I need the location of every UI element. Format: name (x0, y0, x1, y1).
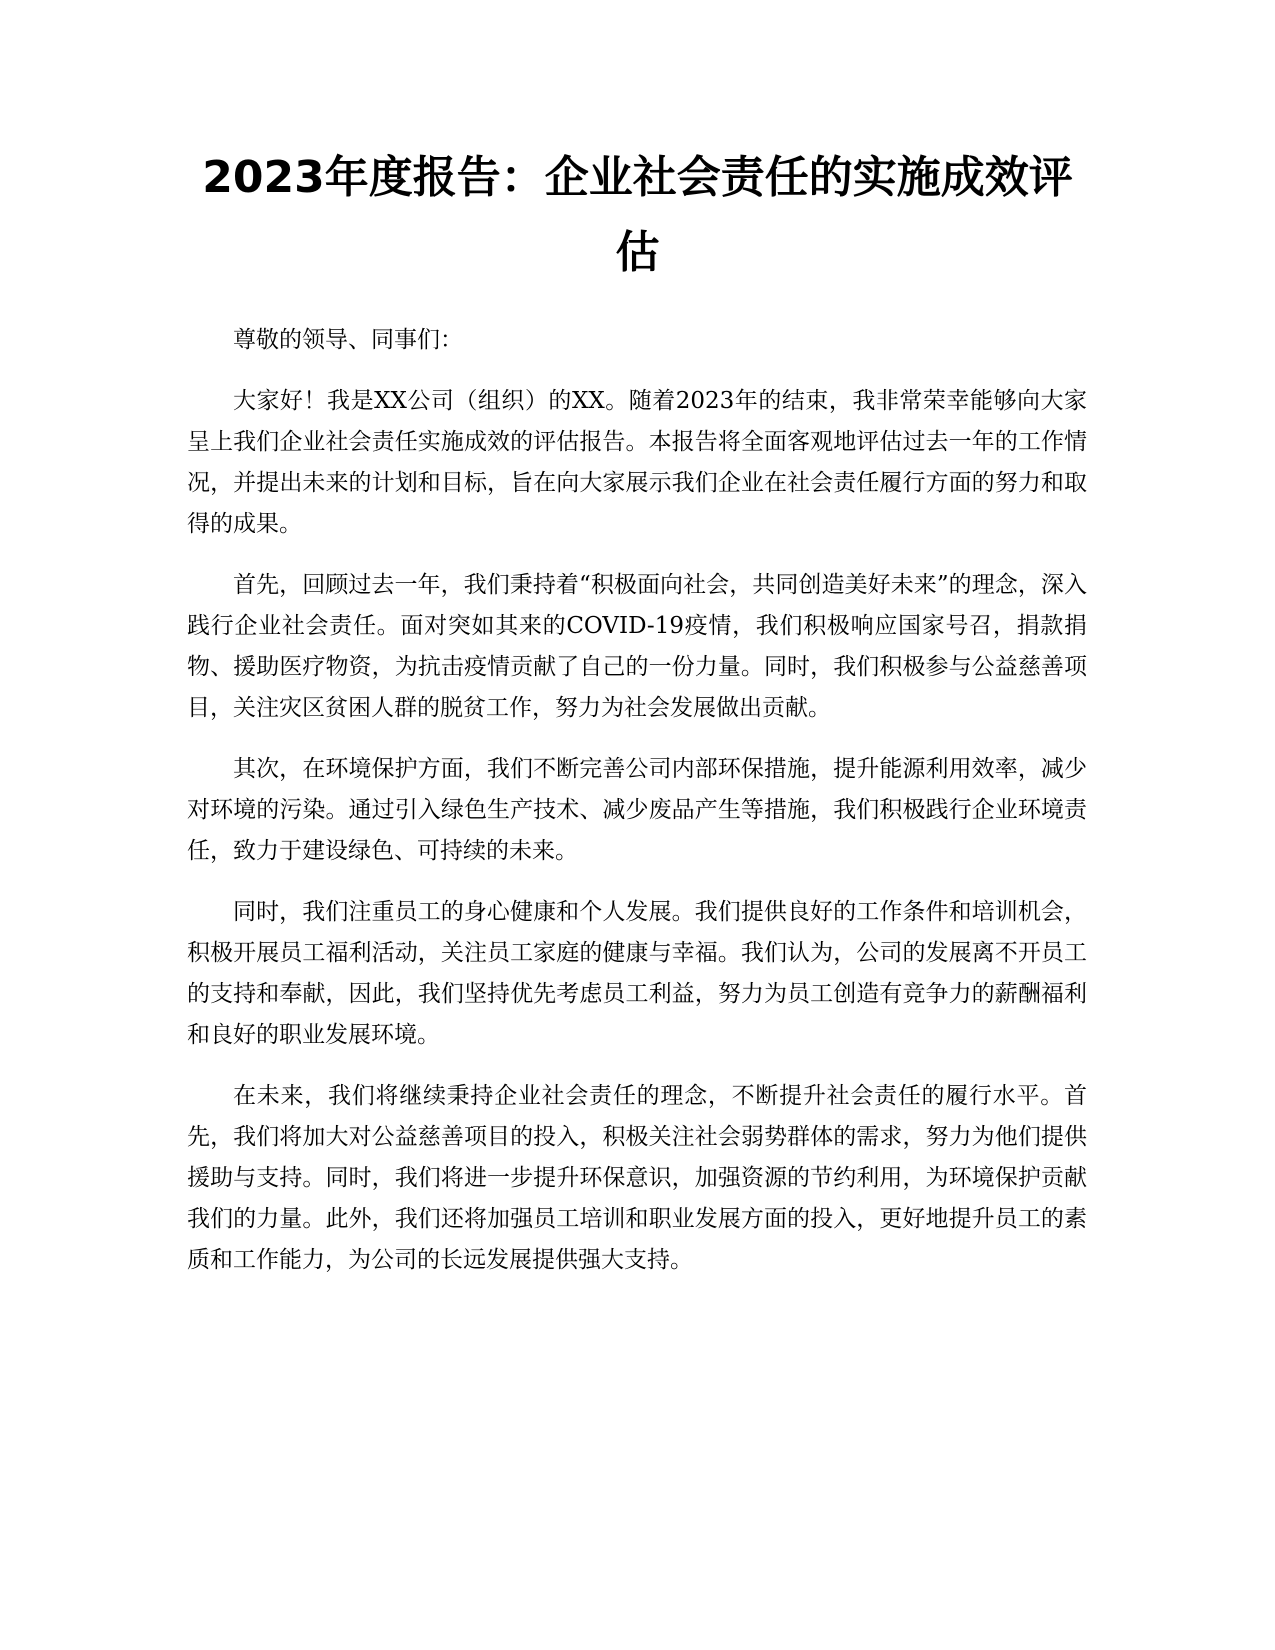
paragraph-environment: 其次，在环境保护方面，我们不断完善公司内部环保措施，提升能源利用效率，减少对环境的污染。通过引入绿色生产技术、减少废品产生等措施，我们积极践行企业环境责任，致力于建设绿色、可持续的未来。 (187, 756, 1087, 864)
paragraph-future-plans: 在未来，我们将继续秉持企业社会责任的理念，不断提升社会责任的履行水平。首先，我们将加大对公益慈善项目的投入，积极关注社会弱势群体的需求，努力为他们提供援助与支持。同时，我们将进一步提升环保意识，加强资源的节约利用，为环境保护贡献我们的力量。此外，我们还将加强员工培训和职业发展方面的投入，更好地提升员工的素质和工作能力，为公司的长远发展提供强大支持。 (187, 1083, 1087, 1273)
document-title: 2023年度报告：企业社会责任的实施成效评估 (202, 152, 1073, 278)
paragraph-salutation: 尊敬的领导、同事们： (233, 327, 463, 353)
document-body (187, 320, 1087, 1301)
paragraph-introduction: 大家好！我是XX公司（组织）的XX。随着2023年的结束，我非常荣幸能够向大家呈上我们企业社会责任实施成效的评估报告。本报告将全面客观地评估过去一年的工作情况，并提出未来的计划和目标，旨在向大家展示我们企业在社会责任履行方面的努力和取得的成果。 (187, 388, 1087, 537)
paragraph-employees: 同时，我们注重员工的身心健康和个人发展。我们提供良好的工作条件和培训机会，积极开展员工福利活动，关注员工家庭的健康与幸福。我们认为，公司的发展离不开员工的支持和奉献，因此，我们坚持优先考虑员工利益，努力为员工创造有竞争力的薪酬福利和良好的职业发展环境。 (187, 899, 1087, 1048)
paragraph-social-contribution: 首先，回顾过去一年，我们秉持着“积极面向社会，共同创造美好未来”的理念，深入践行企业社会责任。面对突如其来的COVID-19疫情，我们积极响应国家号召，捐款捐物、援助医疗物资，为抗击疫情贡献了自己的一份力量。同时，我们积极参与公益慈善项目，关注灾区贫困人群的脱贫工作，努力为社会发展做出贡献。 (187, 572, 1087, 721)
